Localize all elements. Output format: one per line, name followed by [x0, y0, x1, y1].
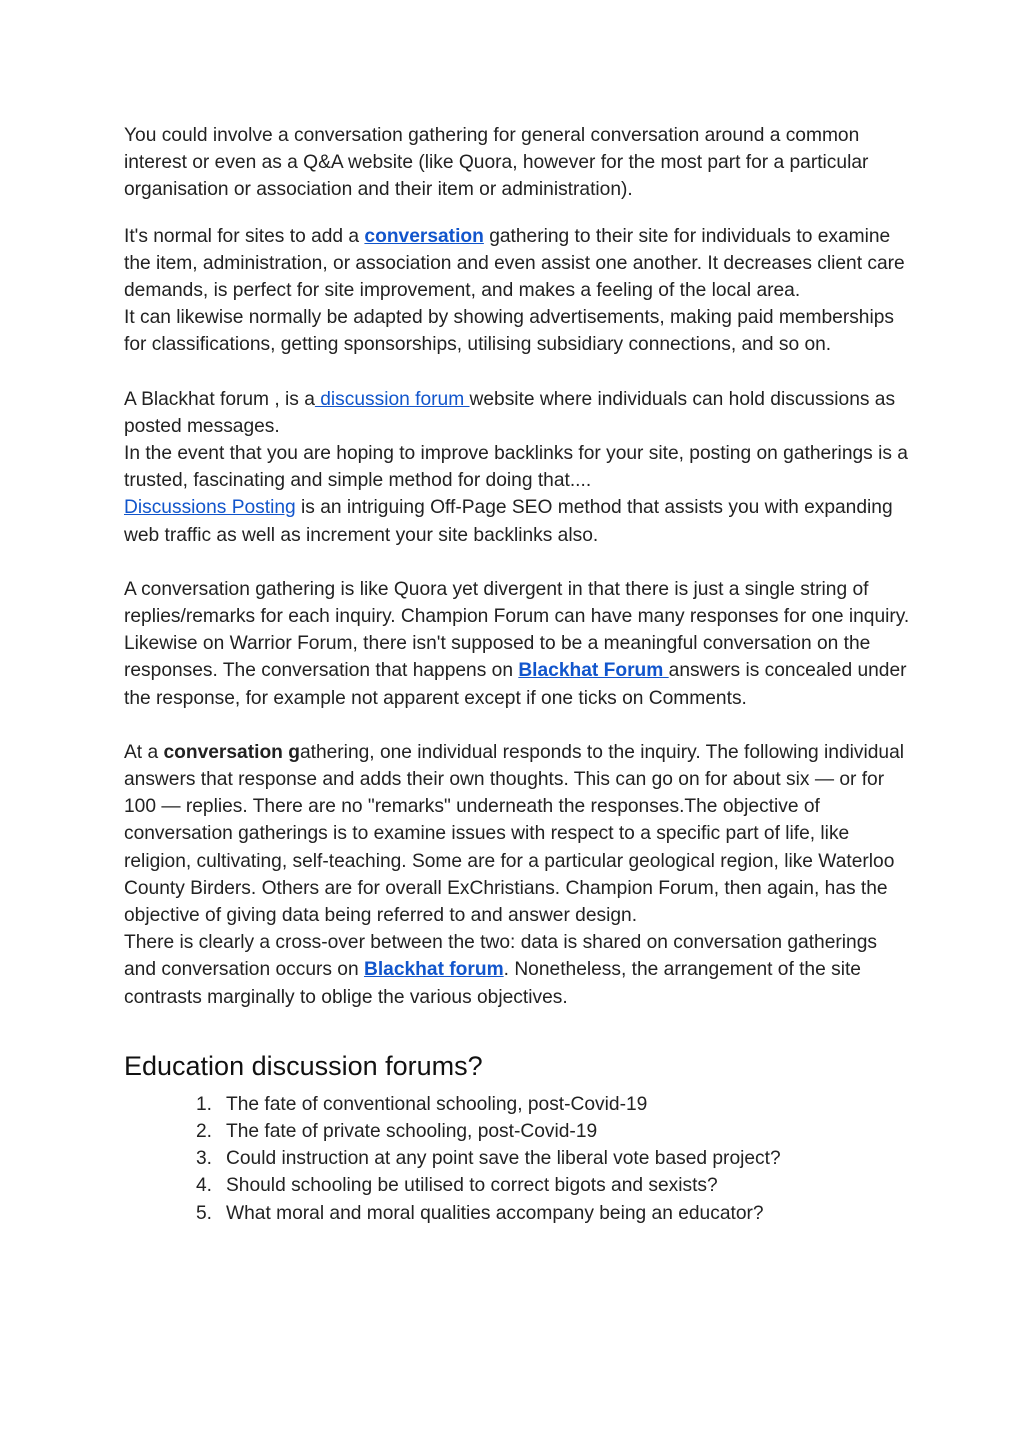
list-item-text: Should schooling be utilised to correct bigots and sexists? — [226, 1175, 718, 1197]
paragraph-cross-over — [124, 929, 914, 1011]
list-number: 2. — [196, 1121, 213, 1143]
paragraph-text: It's normal for sites to add a — [124, 225, 365, 247]
list-number: 1. — [196, 1093, 213, 1115]
document-page — [124, 122, 914, 1227]
education-topics-list — [124, 1091, 914, 1227]
list-item — [124, 1172, 914, 1199]
list-item — [124, 1200, 914, 1227]
paragraph-text: There is clearly a cross-over between the two: data is shared on conversation gatherings and conversation occurs on — [124, 932, 877, 981]
list-item — [124, 1091, 914, 1118]
discussions-posting-link[interactable]: Discussions Posting — [124, 497, 296, 519]
paragraph-text: A conversation gathering is like Quora yet divergent in that there is just a single string of replies/remarks for each inquiry. Champion Forum can have many responses for one inquiry. Likewise on Warrior Forum, there isn't supposed to be a meaningful conversation on the responses. The conversation that happens on — [124, 578, 910, 682]
paragraph-intro: You could involve a conversation gathering for general conversation around a common interest or even as a Q&A website (like Quora, however for the most part for a particular organisation or association and their item or administration). — [124, 125, 869, 201]
list-item-text: What moral and moral qualities accompany being an educator? — [226, 1202, 764, 1224]
list-number: 3. — [196, 1148, 213, 1170]
paragraph-text: athering, one individual responds to the inquiry. The following individual answers that response and adds their own thoughts. This can go on for about six — or for 100 — replies. There are no "remarks" underneath the responses.The objective of conversation gatherings is to examine issues with respect to a specific part of life, like religion, cultivating, self-teaching. Some are for a particular geological region, like Waterloo County Birders. Others are for overall ExChristians. Champion Forum, then again, has the objective of giving data being referred to and answer design. — [124, 741, 905, 927]
list-item-text: The fate of private schooling, post-Covid-19 — [226, 1121, 598, 1143]
list-number: 5. — [196, 1202, 213, 1224]
bold-text: conversation g — [163, 741, 300, 763]
paragraph-text: A Blackhat forum , is a — [124, 388, 315, 410]
list-item-text: The fate of conventional schooling, post-Covid-19 — [226, 1093, 648, 1115]
paragraph-discussions-posting — [124, 494, 914, 548]
blackhat-forum-link-2[interactable]: Blackhat forum — [363, 959, 504, 981]
list-item — [124, 1118, 914, 1145]
list-item-text: Could instruction at any point save the liberal vote based project? — [226, 1148, 781, 1170]
discussion-forum-link[interactable]: discussion forum — [314, 388, 470, 410]
section-heading: Education discussion forums? — [124, 1050, 483, 1081]
conversation-link[interactable]: conversation — [364, 225, 484, 247]
paragraph-text: At a — [124, 741, 164, 763]
paragraph-blackhat-forum — [124, 386, 914, 440]
paragraph-adapted: It can likewise normally be adapted by showing advertisements, making paid memberships for classifications, getting sponsorships, utilising subsidiary connections, and so on. — [124, 307, 895, 356]
paragraph-normal-for-sites — [124, 223, 914, 305]
paragraph-backlinks: In the event that you are hoping to improve backlinks for your site, posting on gatherings is a trusted, fascinating and simple method for doing that.... — [124, 443, 908, 492]
paragraph-text: gathering to their site for individuals to examine the item, administration, or association and even assist one another. It decreases client care demands, is perfect for site improvement, and makes a feeling of the local area. — [124, 225, 905, 302]
blackhat-forum-link[interactable]: Blackhat Forum — [518, 660, 669, 682]
list-item — [124, 1145, 914, 1172]
paragraph-text: . Nonetheless, the arrangement of the site contrasts marginally to oblige the various objectives. — [124, 959, 861, 1008]
paragraph-text: is an intriguing Off-Page SEO method that assists you with expanding web traffic as well as increment your site backlinks also. — [124, 497, 893, 546]
paragraph-text: website where individuals can hold discussions as posted messages. — [124, 388, 896, 437]
paragraph-text: answers is concealed under the response, for example not apparent except if one ticks on Comments. — [124, 660, 907, 709]
paragraph-at-a-conversation — [124, 739, 914, 929]
paragraph-quora-comparison — [124, 576, 914, 712]
list-number: 4. — [196, 1175, 213, 1197]
